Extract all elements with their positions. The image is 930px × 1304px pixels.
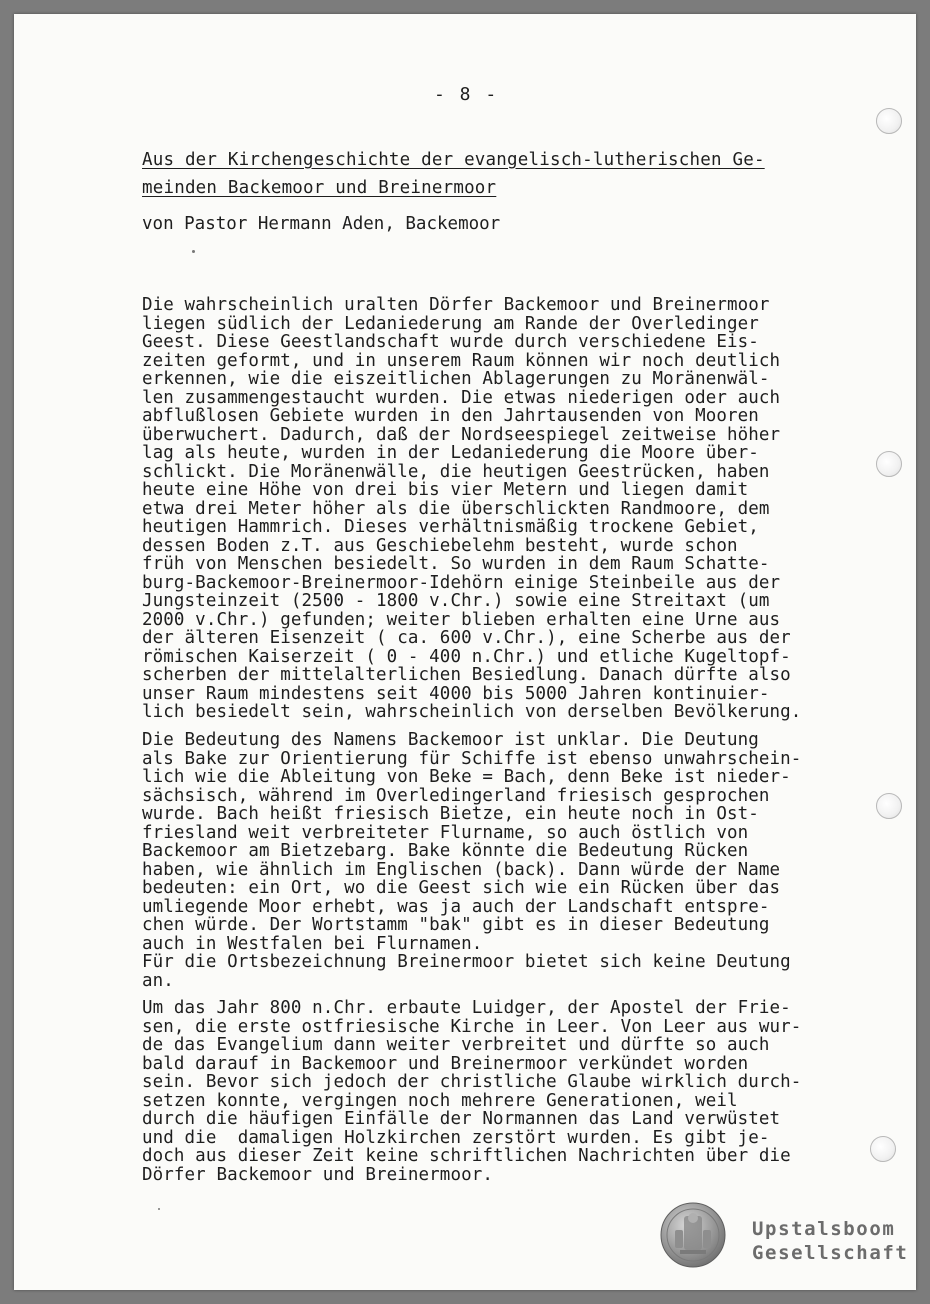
- punch-hole-2: [876, 451, 902, 477]
- page-number: - 8 -: [434, 84, 499, 105]
- paper-speck: [192, 250, 195, 253]
- paragraph-2: Die Bedeutung des Namens Backemoor ist unklar. Die Deutung als Bake zur Orientierung für Schiffe ist ebenso unwahrschein- lich wie die Ableitung von Beke = Bach, denn Beke ist nieder- sächsisch, während im Overledingerland friesisch gesprochen wurde. Bach heißt friesisch Bietze, ein heute noch in Ost- friesland weit verbreiteter Flurname, so auch östlich von Backemoor am Bietzebarg. Bake könnte die Bedeutung Rücken haben, wie ähnlich im Englischen (back). Dann würde der Name bedeuten: ein Ort, wo die Geest sich wie ein Rücken über das umliegende Moor erhebt, was ja auch der Landschaft entspre- chen würde. Der Wortstamm "bak" gibt es in dieser Bedeutung auch in Westfalen bei Flurnamen. Für die Ortsbezeichnung Breinermoor bietet sich keine Deutung an.: [142, 730, 802, 991]
- punch-hole-3: [876, 793, 902, 819]
- title-line-2: meinden Backemoor und Breinermoor: [142, 178, 497, 198]
- title-line-1: Aus der Kirchengeschichte der evangelisch-lutherischen Ge-: [142, 150, 765, 170]
- punch-hole-4: [870, 1136, 896, 1162]
- document-page: [14, 14, 916, 1290]
- seal-emblem-icon: [660, 1202, 726, 1268]
- society-logo-line-1: Upstalsboom: [752, 1218, 896, 1240]
- paper-speck: [158, 1208, 160, 1210]
- paragraph-1: Die wahrscheinlich uralten Dörfer Backemoor und Breinermoor liegen südlich der Ledaniederung am Rande der Overledinger Geest. Diese Geestlandschaft wurde durch verschiedene Eis- zeiten geformt, und in unserem Raum können wir noch deutlich erkennen, wie die eiszeitlichen Ablagerungen zu Moränenwäl- len zusammengestaucht wurden. Die etwas niederigen oder auch abflußlosen Gebiete wurden in den Jahrtausenden von Mooren überwuchert. Dadurch, daß der Nordseespiegel zeitweise höher lag als heute, wurden in der Ledaniederung die Moore über- schlickt. Die Moränenwälle, die heutigen Geestrücken, haben heute eine Höhe von drei bis vier Metern und liegen damit etwa drei Meter höher als die überschlickten Randmoore, dem heutigen Hammrich. Dieses verhältnismäßig trockene Gebiet, dessen Boden z.T. aus Geschiebelehm besteht, wurde schon früh von Menschen besiedelt. So wurden in dem Raum Schatte- burg-Backemoor-Breinermoor-Idehörn einige Steinbeile aus der Jungsteinzeit (2500 - 1800 v.Chr.) sowie eine Streitaxt (um 2000 v.Chr.) gefunden; weiter blieben erhalten eine Urne aus der älteren Eisenzeit ( ca. 600 v.Chr.), eine Scherbe aus der römischen Kaiserzeit ( 0 - 400 n.Chr.) und etliche Kugeltopf- scherben der mittelalterlichen Besiedlung. Danach dürfte also unser Raum mindestens seit 4000 bis 5000 Jahren kontinuier- lich besiedelt sein, wahrscheinlich von derselben Bevölkerung.: [142, 295, 802, 722]
- society-logo-line-2: Gesellschaft: [752, 1242, 909, 1264]
- author-line: von Pastor Hermann Aden, Backemoor: [142, 214, 501, 234]
- punch-hole-1: [876, 108, 902, 134]
- paragraph-3: Um das Jahr 800 n.Chr. erbaute Luidger, der Apostel der Frie- sen, die erste ostfriesische Kirche in Leer. Von Leer aus wur- de das Evangelium dann weiter verbreitet und dürfte so auch bald darauf in Backemoor und Breinermoor verkündet worden sein. Bevor sich jedoch der christliche Glaube wirklich durch- setzen konnte, vergingen noch mehrere Generationen, weil durch die häufigen Einfälle der Normannen das Land verwüstet und die damaligen Holzkirchen zerstört wurden. Es gibt je- doch aus dieser Zeit keine schriftlichen Nachrichten über die Dörfer Backemoor und Breinermoor.: [142, 998, 802, 1185]
